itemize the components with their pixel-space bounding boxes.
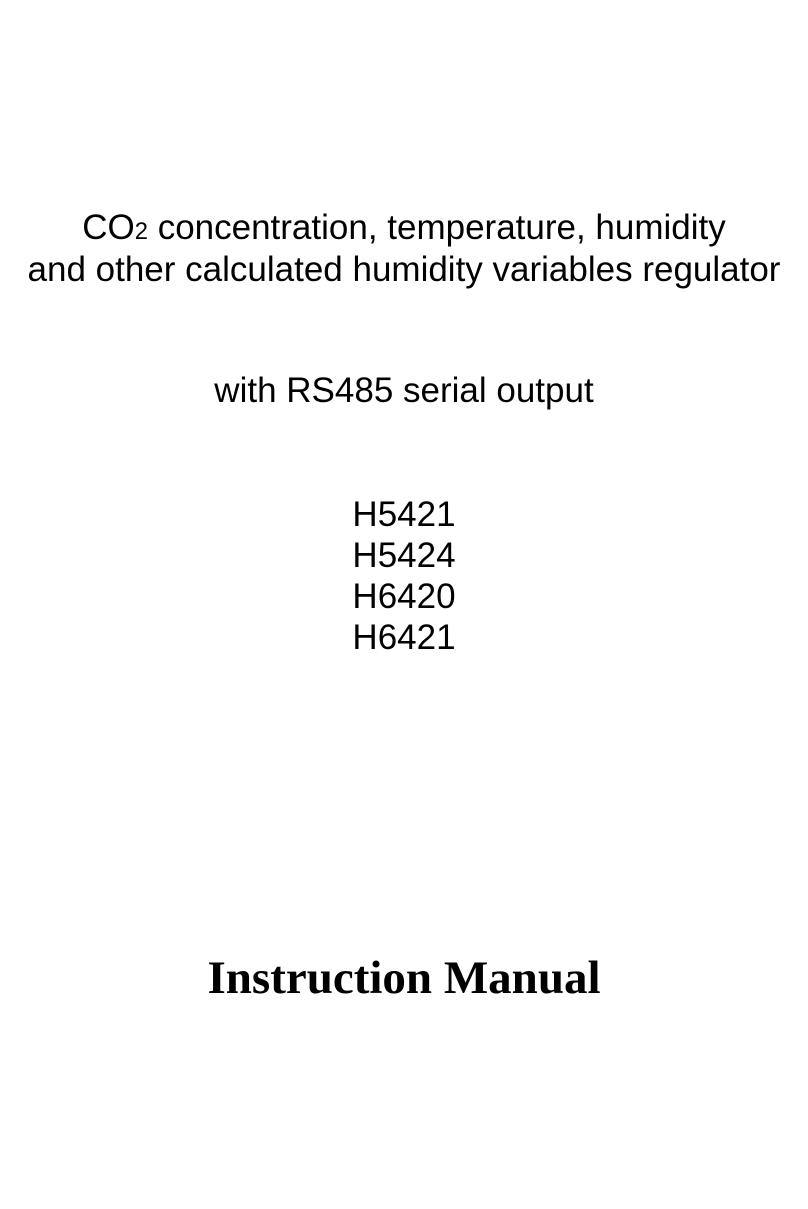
model-number: H5421 xyxy=(352,495,456,534)
title-line-2: and other calculated humidity variables regulator xyxy=(27,250,781,289)
model-number: H5424 xyxy=(352,536,456,575)
co-prefix: CO xyxy=(82,208,135,247)
co-subscript: 2 xyxy=(134,218,148,245)
title-line-1 xyxy=(0,207,808,253)
title-line-1-text: concentration, temperature, humidity xyxy=(147,208,726,247)
subtitle: with RS485 serial output xyxy=(214,371,594,410)
document-type-heading: Instruction Manual xyxy=(207,952,601,1004)
model-number: H6421 xyxy=(352,618,456,657)
model-list xyxy=(0,494,808,658)
model-number: H6420 xyxy=(352,577,456,616)
